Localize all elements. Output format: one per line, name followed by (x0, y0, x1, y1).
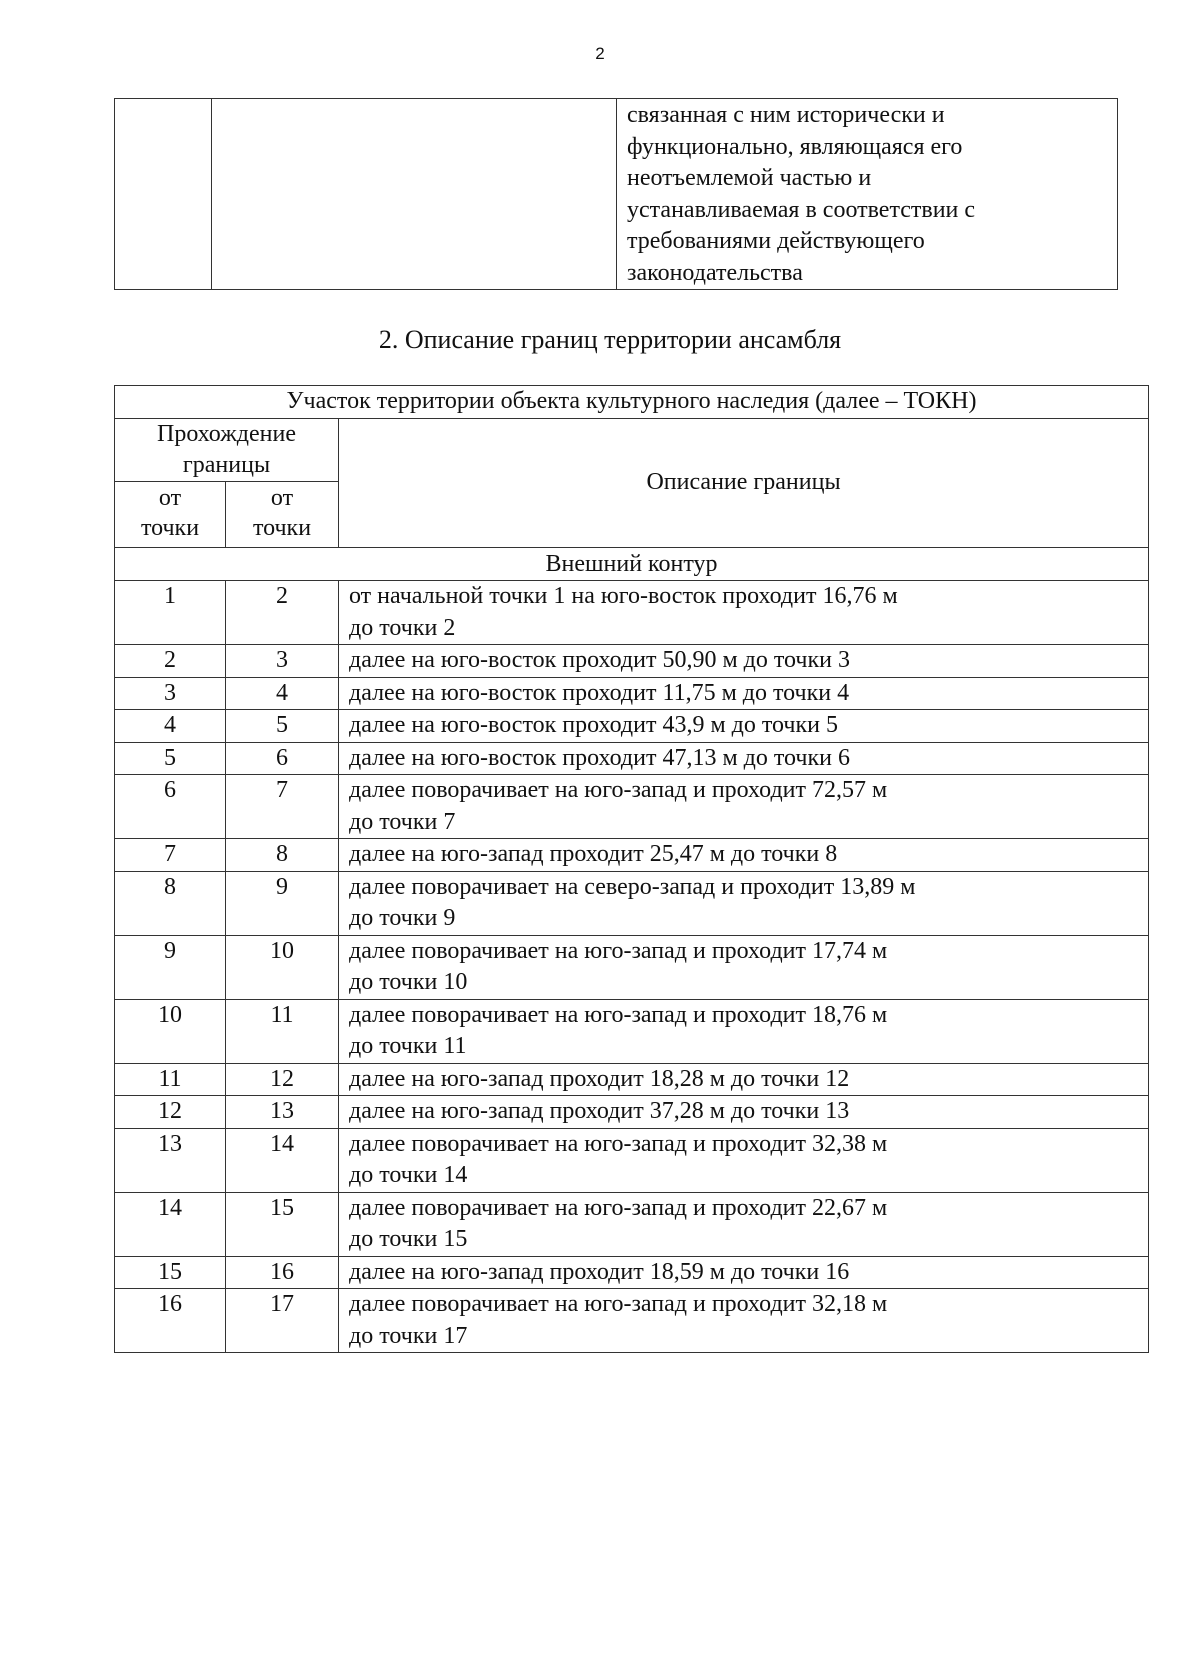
contour-row (115, 548, 1149, 581)
to-point-cell: 9 (226, 871, 339, 935)
from-point-cell: 14 (115, 1192, 226, 1256)
from-point-header (115, 482, 226, 548)
to-point-cell: 17 (226, 1289, 339, 1353)
to-point-cell: 13 (226, 1096, 339, 1129)
table-title: Участок территории объекта культурного наследия (далее – ТОКН) (115, 386, 1149, 419)
table-row (115, 1063, 1149, 1096)
to-point-header (226, 482, 339, 548)
description-line: до точки 11 (349, 1033, 467, 1059)
description-cell (339, 1289, 1149, 1353)
description-line: от начальной точки 1 на юго-восток проходит 16,76 м (349, 583, 898, 609)
passage-header (115, 419, 339, 482)
description-line: далее поворачивает на юго-запад и проходит 17,74 м (349, 937, 888, 964)
table-row (115, 581, 1149, 645)
top-continuation-table (114, 98, 1118, 290)
table-row (115, 1128, 1149, 1192)
text-line: требованиями действующего (627, 228, 925, 254)
description-line: далее на юго-запад проходит 18,59 м до точки 16 (349, 1258, 850, 1285)
description-cell (339, 710, 1149, 743)
table-row (115, 1256, 1149, 1289)
description-line: далее поворачивает на юго-запад и проходит 18,76 м (349, 1001, 888, 1028)
description-cell (339, 1063, 1149, 1096)
from-point-cell: 2 (115, 645, 226, 678)
table-row (115, 935, 1149, 999)
to-point-cell: 8 (226, 839, 339, 872)
description-line: далее поворачивает на юго-запад и проходит 22,67 м (349, 1194, 888, 1221)
description-header: Описание границы (339, 419, 1149, 548)
description-line: далее на юго-запад проходит 37,28 м до точки 13 (349, 1098, 850, 1124)
description-cell (339, 645, 1149, 678)
description-cell (339, 871, 1149, 935)
text-line: связанная с ним исторически и (627, 102, 945, 128)
description-line: до точки 2 (349, 614, 456, 641)
from-point-cell: 8 (115, 871, 226, 935)
from-point-cell: 10 (115, 999, 226, 1063)
contour-label: Внешний контур (115, 548, 1149, 581)
table-row (115, 1096, 1149, 1129)
to-point-cell: 11 (226, 999, 339, 1063)
to-point-cell: 5 (226, 710, 339, 743)
from-point-cell: 9 (115, 935, 226, 999)
header-line: от (270, 485, 294, 511)
from-point-cell: 16 (115, 1289, 226, 1353)
description-line: до точки 17 (349, 1322, 468, 1349)
text-line: функционально, являющаяся его (627, 133, 963, 160)
header-row (115, 419, 1149, 482)
description-cell (339, 775, 1149, 839)
description-cell (339, 1096, 1149, 1129)
description-line: далее на юго-восток проходит 47,13 м до точки 6 (349, 744, 850, 771)
to-point-cell: 3 (226, 645, 339, 678)
from-point-cell: 15 (115, 1256, 226, 1289)
description-line: до точки 10 (349, 969, 468, 995)
to-point-cell: 10 (226, 935, 339, 999)
to-point-cell: 14 (226, 1128, 339, 1192)
text-line: законодательства (627, 259, 803, 286)
section-title: 2. Описание границ территории ансамбля (378, 325, 842, 354)
description-line: далее поворачивает на юго-запад и проходит 32,18 м (349, 1291, 888, 1317)
text-line: неотъемлемой частью и (627, 165, 872, 191)
description-cell (339, 999, 1149, 1063)
description-cell (339, 839, 1149, 872)
table-row (115, 775, 1149, 839)
description-line: далее на юго-восток проходит 43,9 м до точки 5 (349, 712, 838, 738)
description-cell (339, 1192, 1149, 1256)
empty-cell (212, 99, 617, 290)
description-line: далее на юго-запад проходит 18,28 м до точки 12 (349, 1065, 850, 1092)
header-line: точки (252, 515, 312, 541)
description-line: далее поворачивает на юго-запад и проходит 32,38 м (349, 1130, 888, 1157)
boundary-table (114, 385, 1149, 1353)
from-point-cell: 6 (115, 775, 226, 839)
to-point-cell: 6 (226, 742, 339, 775)
from-point-cell: 7 (115, 839, 226, 872)
to-point-cell: 15 (226, 1192, 339, 1256)
to-point-cell: 16 (226, 1256, 339, 1289)
from-point-cell: 4 (115, 710, 226, 743)
description-line: до точки 7 (349, 808, 456, 835)
header-line: от (158, 485, 182, 511)
from-point-cell: 1 (115, 581, 226, 645)
table-row (115, 839, 1149, 872)
table-row (115, 99, 1118, 290)
empty-cell (115, 99, 212, 290)
description-line: далее поворачивает на северо-запад и проходит 13,89 м (349, 873, 916, 900)
description-line: до точки 15 (349, 1226, 468, 1252)
table-row (115, 677, 1149, 710)
description-cell (339, 742, 1149, 775)
table-row (115, 645, 1149, 678)
table-row (115, 710, 1149, 743)
table-row (115, 1192, 1149, 1256)
header-line: точки (140, 515, 200, 541)
to-point-cell: 2 (226, 581, 339, 645)
description-line: до точки 14 (349, 1162, 468, 1188)
from-point-cell: 13 (115, 1128, 226, 1192)
from-point-cell: 12 (115, 1096, 226, 1129)
text-line: устанавливаемая в соответствии с (627, 196, 976, 223)
table-body (115, 581, 1149, 1353)
continuation-text-cell (617, 99, 1118, 290)
description-line: далее на юго-запад проходит 25,47 м до точки 8 (349, 841, 838, 867)
to-point-cell: 4 (226, 677, 339, 710)
table-row (115, 999, 1149, 1063)
to-point-cell: 12 (226, 1063, 339, 1096)
table-row (115, 1289, 1149, 1353)
page-number: 2 (595, 44, 605, 63)
description-cell (339, 1256, 1149, 1289)
to-point-cell: 7 (226, 775, 339, 839)
description-line: далее поворачивает на юго-запад и проходит 72,57 м (349, 777, 888, 803)
description-cell (339, 1128, 1149, 1192)
table-row (115, 742, 1149, 775)
from-point-cell: 5 (115, 742, 226, 775)
description-cell (339, 677, 1149, 710)
description-line: до точки 9 (349, 905, 456, 931)
description-cell (339, 581, 1149, 645)
table-title-row (115, 386, 1149, 419)
from-point-cell: 3 (115, 677, 226, 710)
header-line: Прохождение (156, 421, 296, 447)
description-line: далее на юго-восток проходит 50,90 м до точки 3 (349, 647, 850, 673)
header-line: границы (182, 452, 271, 478)
description-line: далее на юго-восток проходит 11,75 м до точки 4 (349, 679, 850, 706)
description-cell (339, 935, 1149, 999)
from-point-cell: 11 (115, 1063, 226, 1096)
table-row (115, 871, 1149, 935)
